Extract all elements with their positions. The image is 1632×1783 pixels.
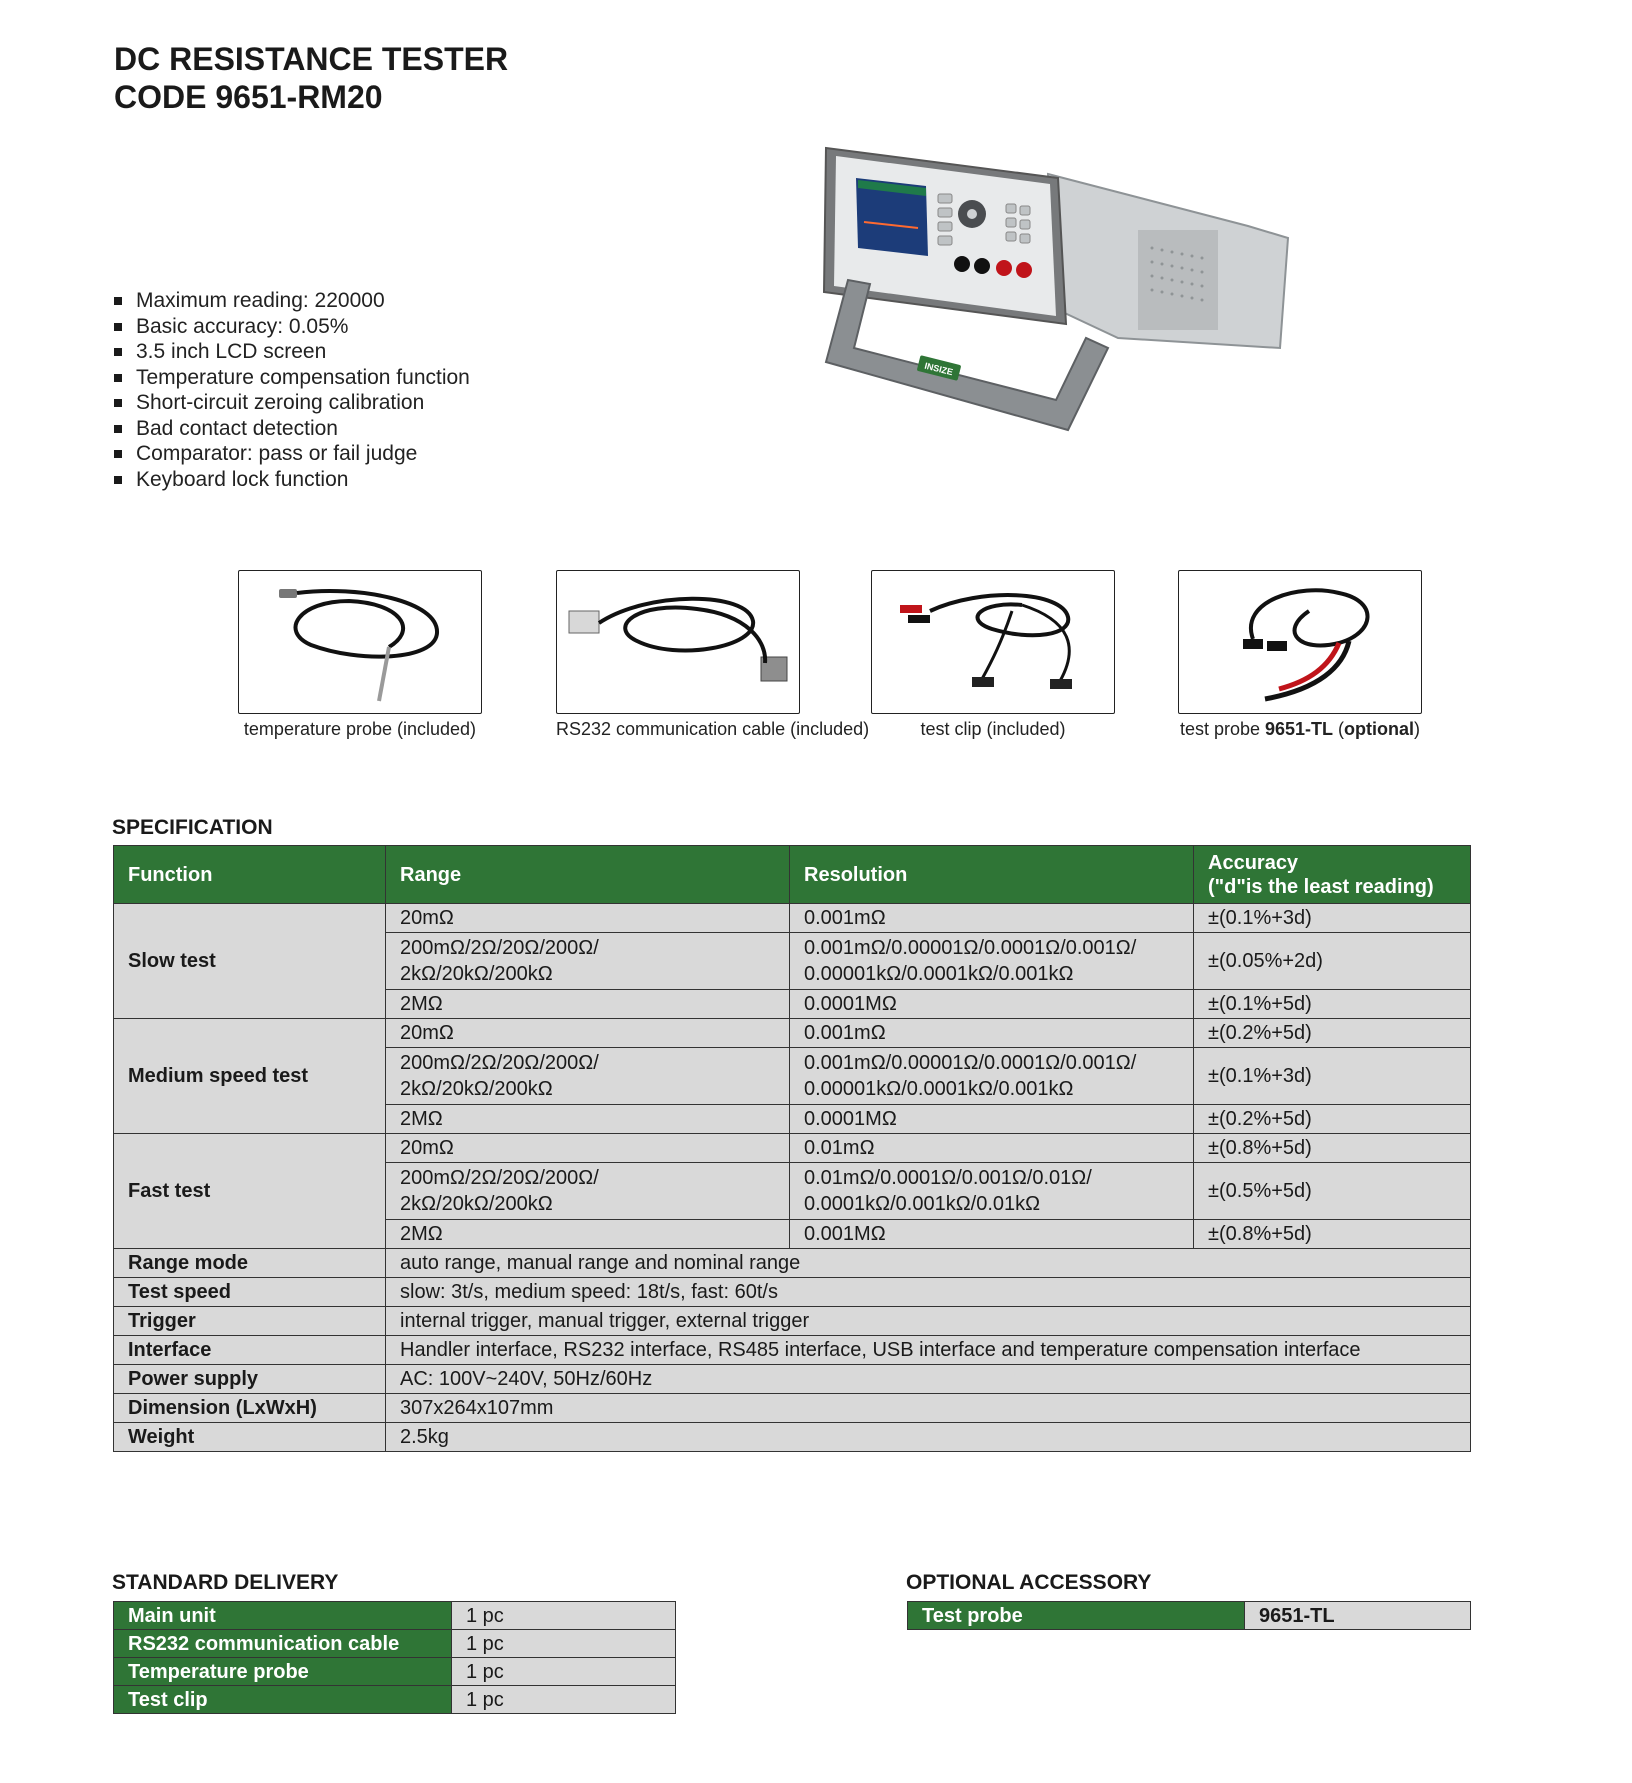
delivery-qty: 1 pc: [452, 1602, 676, 1630]
title-line-2: CODE 9651-RM20: [114, 79, 383, 115]
accessory-caption: RS232 communication cable (included): [556, 719, 870, 739]
table-header-row: [114, 846, 1471, 904]
range-cell: 20mΩ: [386, 1134, 790, 1163]
label-cell: Test speed: [114, 1278, 386, 1307]
range-cell: 2MΩ: [386, 990, 790, 1019]
table-row: [114, 1278, 1471, 1307]
table-row: [114, 1394, 1471, 1423]
value-cell: auto range, manual range and nominal range: [386, 1249, 1471, 1278]
table-row: [114, 1602, 676, 1630]
accessory-caption: temperature probe (included): [243, 719, 477, 739]
resolution-cell: 0.001mΩ/0.00001Ω/0.0001Ω/0.001Ω/ 0.00001kΩ/0.0001kΩ/0.001kΩ: [790, 933, 1194, 990]
accuracy-cell: ±(0.1%+3d): [1194, 904, 1471, 933]
accuracy-cell: ±(0.2%+5d): [1194, 1105, 1471, 1134]
standard-delivery-heading: STANDARD DELIVERY: [112, 1571, 339, 1594]
label-cell: Power supply: [114, 1365, 386, 1394]
test-probe-image: [1178, 570, 1422, 714]
label-cell: Interface: [114, 1336, 386, 1365]
probe-note: optional: [1344, 719, 1415, 739]
feature-item: Maximum reading: 220000: [114, 288, 470, 314]
accessory-test-probe: [1178, 570, 1422, 740]
range-cell: 200mΩ/2Ω/20Ω/200Ω/ 2kΩ/20kΩ/200kΩ: [386, 1048, 790, 1105]
resolution-cell: 0.001mΩ: [790, 904, 1194, 933]
temperature-probe-image: [238, 570, 482, 714]
label-cell: Trigger: [114, 1307, 386, 1336]
resolution-cell: 0.0001MΩ: [790, 990, 1194, 1019]
range-cell: 200mΩ/2Ω/20Ω/200Ω/ 2kΩ/20kΩ/200kΩ: [386, 933, 790, 990]
specification-heading: SPECIFICATION: [112, 816, 273, 839]
table-row: [114, 1686, 676, 1714]
accuracy-cell: ±(0.2%+5d): [1194, 1019, 1471, 1048]
standard-delivery-table: [113, 1601, 676, 1714]
feature-item: 3.5 inch LCD screen: [114, 339, 470, 365]
label-cell: Weight: [114, 1423, 386, 1452]
function-cell: Fast test: [114, 1134, 386, 1249]
optional-accessory-table: [907, 1601, 1471, 1630]
delivery-qty: 1 pc: [452, 1686, 676, 1714]
label-cell: Dimension (LxWxH): [114, 1394, 386, 1423]
feature-item: Temperature compensation function: [114, 365, 470, 391]
label-cell: Range mode: [114, 1249, 386, 1278]
rs232-cable-image: [556, 570, 800, 714]
accessory-rs232-cable: [556, 570, 870, 740]
accuracy-cell: ±(0.5%+5d): [1194, 1163, 1471, 1220]
optional-accessory-heading: OPTIONAL ACCESSORY: [906, 1571, 1152, 1594]
range-cell: 200mΩ/2Ω/20Ω/200Ω/ 2kΩ/20kΩ/200kΩ: [386, 1163, 790, 1220]
delivery-item: Temperature probe: [114, 1658, 452, 1686]
value-cell: internal trigger, manual trigger, external trigger: [386, 1307, 1471, 1336]
delivery-qty: 1 pc: [452, 1630, 676, 1658]
table-row: [114, 1423, 1471, 1452]
probe-code: 9651-TL: [1265, 719, 1334, 739]
table-row: [114, 1019, 1471, 1048]
delivery-qty: 1 pc: [452, 1658, 676, 1686]
table-row: [114, 1658, 676, 1686]
table-row: [908, 1602, 1471, 1630]
accessory-caption: test clip (included): [920, 719, 1066, 739]
table-row: [114, 1134, 1471, 1163]
feature-item: Comparator: pass or fail judge: [114, 441, 470, 467]
value-cell: slow: 3t/s, medium speed: 18t/s, fast: 60t/s: [386, 1278, 1471, 1307]
resolution-cell: 0.001MΩ: [790, 1220, 1194, 1249]
range-cell: 20mΩ: [386, 904, 790, 933]
header-accuracy: Accuracy ("d"is the least reading): [1194, 846, 1471, 904]
header-resolution: Resolution: [790, 846, 1194, 904]
page-title: [114, 40, 508, 116]
accuracy-cell: ±(0.1%+3d): [1194, 1048, 1471, 1105]
optional-item: Test probe: [908, 1602, 1245, 1630]
feature-list: [114, 288, 470, 492]
table-row: [114, 1336, 1471, 1365]
resolution-cell: 0.01mΩ/0.0001Ω/0.001Ω/0.01Ω/ 0.0001kΩ/0.001kΩ/0.01kΩ: [790, 1163, 1194, 1220]
table-row: [114, 1630, 676, 1658]
table-row: [114, 1249, 1471, 1278]
title-line-1: DC RESISTANCE TESTER: [114, 41, 509, 77]
table-row: [114, 1365, 1471, 1394]
test-clip-image: [871, 570, 1115, 714]
table-row: [114, 904, 1471, 933]
accuracy-cell: ±(0.05%+2d): [1194, 933, 1471, 990]
feature-item: Short-circuit zeroing calibration: [114, 390, 470, 416]
resolution-cell: 0.001mΩ/0.00001Ω/0.0001Ω/0.001Ω/ 0.00001kΩ/0.0001kΩ/0.001kΩ: [790, 1048, 1194, 1105]
value-cell: 2.5kg: [386, 1423, 1471, 1452]
accuracy-cell: ±(0.8%+5d): [1194, 1134, 1471, 1163]
delivery-item: Test clip: [114, 1686, 452, 1714]
accessory-test-clip: [871, 570, 1115, 740]
resolution-cell: 0.01mΩ: [790, 1134, 1194, 1163]
accuracy-cell: ±(0.1%+5d): [1194, 990, 1471, 1019]
range-cell: 20mΩ: [386, 1019, 790, 1048]
function-cell: Medium speed test: [114, 1019, 386, 1134]
value-cell: 307x264x107mm: [386, 1394, 1471, 1423]
header-function: Function: [114, 846, 386, 904]
header-range: Range: [386, 846, 790, 904]
resolution-cell: 0.0001MΩ: [790, 1105, 1194, 1134]
brand-logo: INSIZE: [923, 360, 955, 378]
delivery-item: Main unit: [114, 1602, 452, 1630]
specification-table: [113, 845, 1471, 1452]
feature-item: Bad contact detection: [114, 416, 470, 442]
delivery-item: RS232 communication cable: [114, 1630, 452, 1658]
feature-item: Basic accuracy: 0.05%: [114, 314, 470, 340]
accessory-caption: test probe 9651-TL (optional): [1179, 719, 1421, 739]
value-cell: AC: 100V~240V, 50Hz/60Hz: [386, 1365, 1471, 1394]
feature-item: Keyboard lock function: [114, 467, 470, 493]
range-cell: 2MΩ: [386, 1105, 790, 1134]
function-cell: Slow test: [114, 904, 386, 1019]
table-row: [114, 1307, 1471, 1336]
range-cell: 2MΩ: [386, 1220, 790, 1249]
value-cell: Handler interface, RS232 interface, RS485 interface, USB interface and temperature compensation interface: [386, 1336, 1471, 1365]
accessory-temperature-probe: [238, 570, 482, 740]
optional-code: 9651-TL: [1245, 1602, 1471, 1630]
accuracy-cell: ±(0.8%+5d): [1194, 1220, 1471, 1249]
product-photo: [818, 138, 1314, 478]
resolution-cell: 0.001mΩ: [790, 1019, 1194, 1048]
